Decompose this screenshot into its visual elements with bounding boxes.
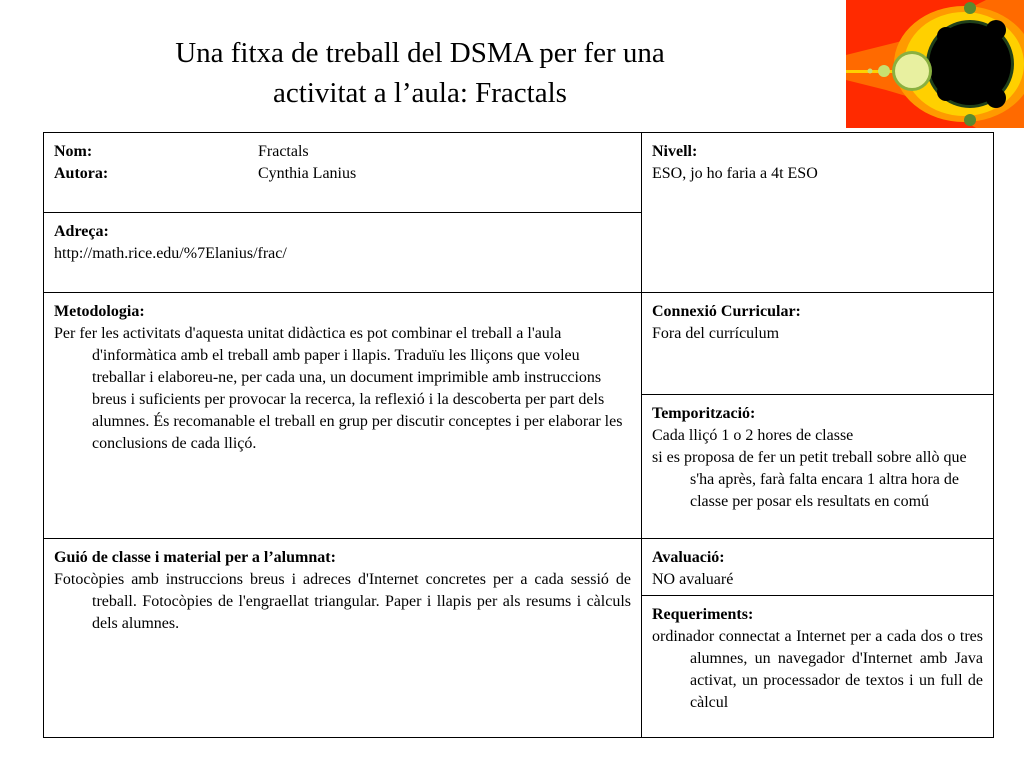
connexio-label: Connexió Curricular: — [652, 303, 801, 320]
metodologia-text: Per fer les activitats d'aquesta unitat didàctica es pot combinar el treball a l'aula d'informàtica amb el treball amb paper i llapis. Traduïu les lliçons que voleu treballar i elaboreu-ne, per cada una, un document imprimible amb instruccions breus i suficients per provocar la recerca, la reflexió i la descoberta per part dels alumnes. És recomanable el treball en grup per discutir conceptes i per elaborar les conclusions de cada lliçó. — [54, 325, 623, 452]
metodologia-label: Metodologia: — [54, 303, 145, 320]
cell-nivell — [642, 133, 994, 293]
nom-label: Nom: — [54, 143, 93, 160]
temporitzacio-line-1: Cada lliçó 1 o 2 hores de classe — [652, 427, 854, 444]
worksheet-table — [43, 132, 994, 738]
adreca-label: Adreça: — [54, 223, 109, 240]
cell-adreca — [44, 213, 642, 293]
adreca-value: http://math.rice.edu/%7Elanius/frac/ — [54, 245, 287, 262]
cell-metodologia — [44, 293, 642, 539]
cell-avaluacio — [642, 539, 994, 596]
mandelbrot-fractal-icon — [846, 0, 1024, 128]
title-line-2: activitat a l’aula: Fractals — [273, 77, 567, 109]
nivell-value: ESO, jo ho faria a 4t ESO — [652, 165, 818, 182]
cell-connexio — [642, 293, 994, 395]
autora-label: Autora: — [54, 165, 109, 182]
guio-label: Guió de classe i material per a l’alumnat: — [54, 549, 336, 566]
avaluacio-label: Avaluació: — [652, 549, 725, 566]
cell-requeriments — [642, 596, 994, 738]
cell-guio — [44, 539, 642, 738]
page-title — [40, 33, 800, 113]
requeriments-label: Requeriments: — [652, 606, 754, 623]
cell-nom-autora — [44, 133, 642, 213]
nom-value: Fractals — [258, 143, 309, 160]
temporitzacio-line-2: si es proposa de fer un petit treball sobre allò que s'ha après, farà falta encara 1 altra hora de classe per posar els resultats en comú — [652, 449, 967, 510]
nivell-label: Nivell: — [652, 143, 698, 160]
requeriments-text: ordinador connectat a Internet per a cada dos o tres alumnes, un navegador d'Internet amb Java activat, un processador de textos i un full de càlcul — [652, 628, 983, 711]
guio-text: Fotocòpies amb instruccions breus i adreces d'Internet concretes per a cada sessió de treball. Fotocòpies de l'engraellat triangular. Paper i llapis per als resums i càlculs dels alumnes. — [54, 571, 631, 632]
title-line-1: Una fitxa de treball del DSMA per fer una — [175, 37, 665, 69]
avaluacio-value: NO avaluaré — [652, 571, 734, 588]
temporitzacio-label: Temporització: — [652, 405, 756, 422]
connexio-value: Fora del currículum — [652, 325, 780, 342]
autora-value: Cynthia Lanius — [258, 165, 357, 182]
cell-temporitzacio — [642, 395, 994, 539]
